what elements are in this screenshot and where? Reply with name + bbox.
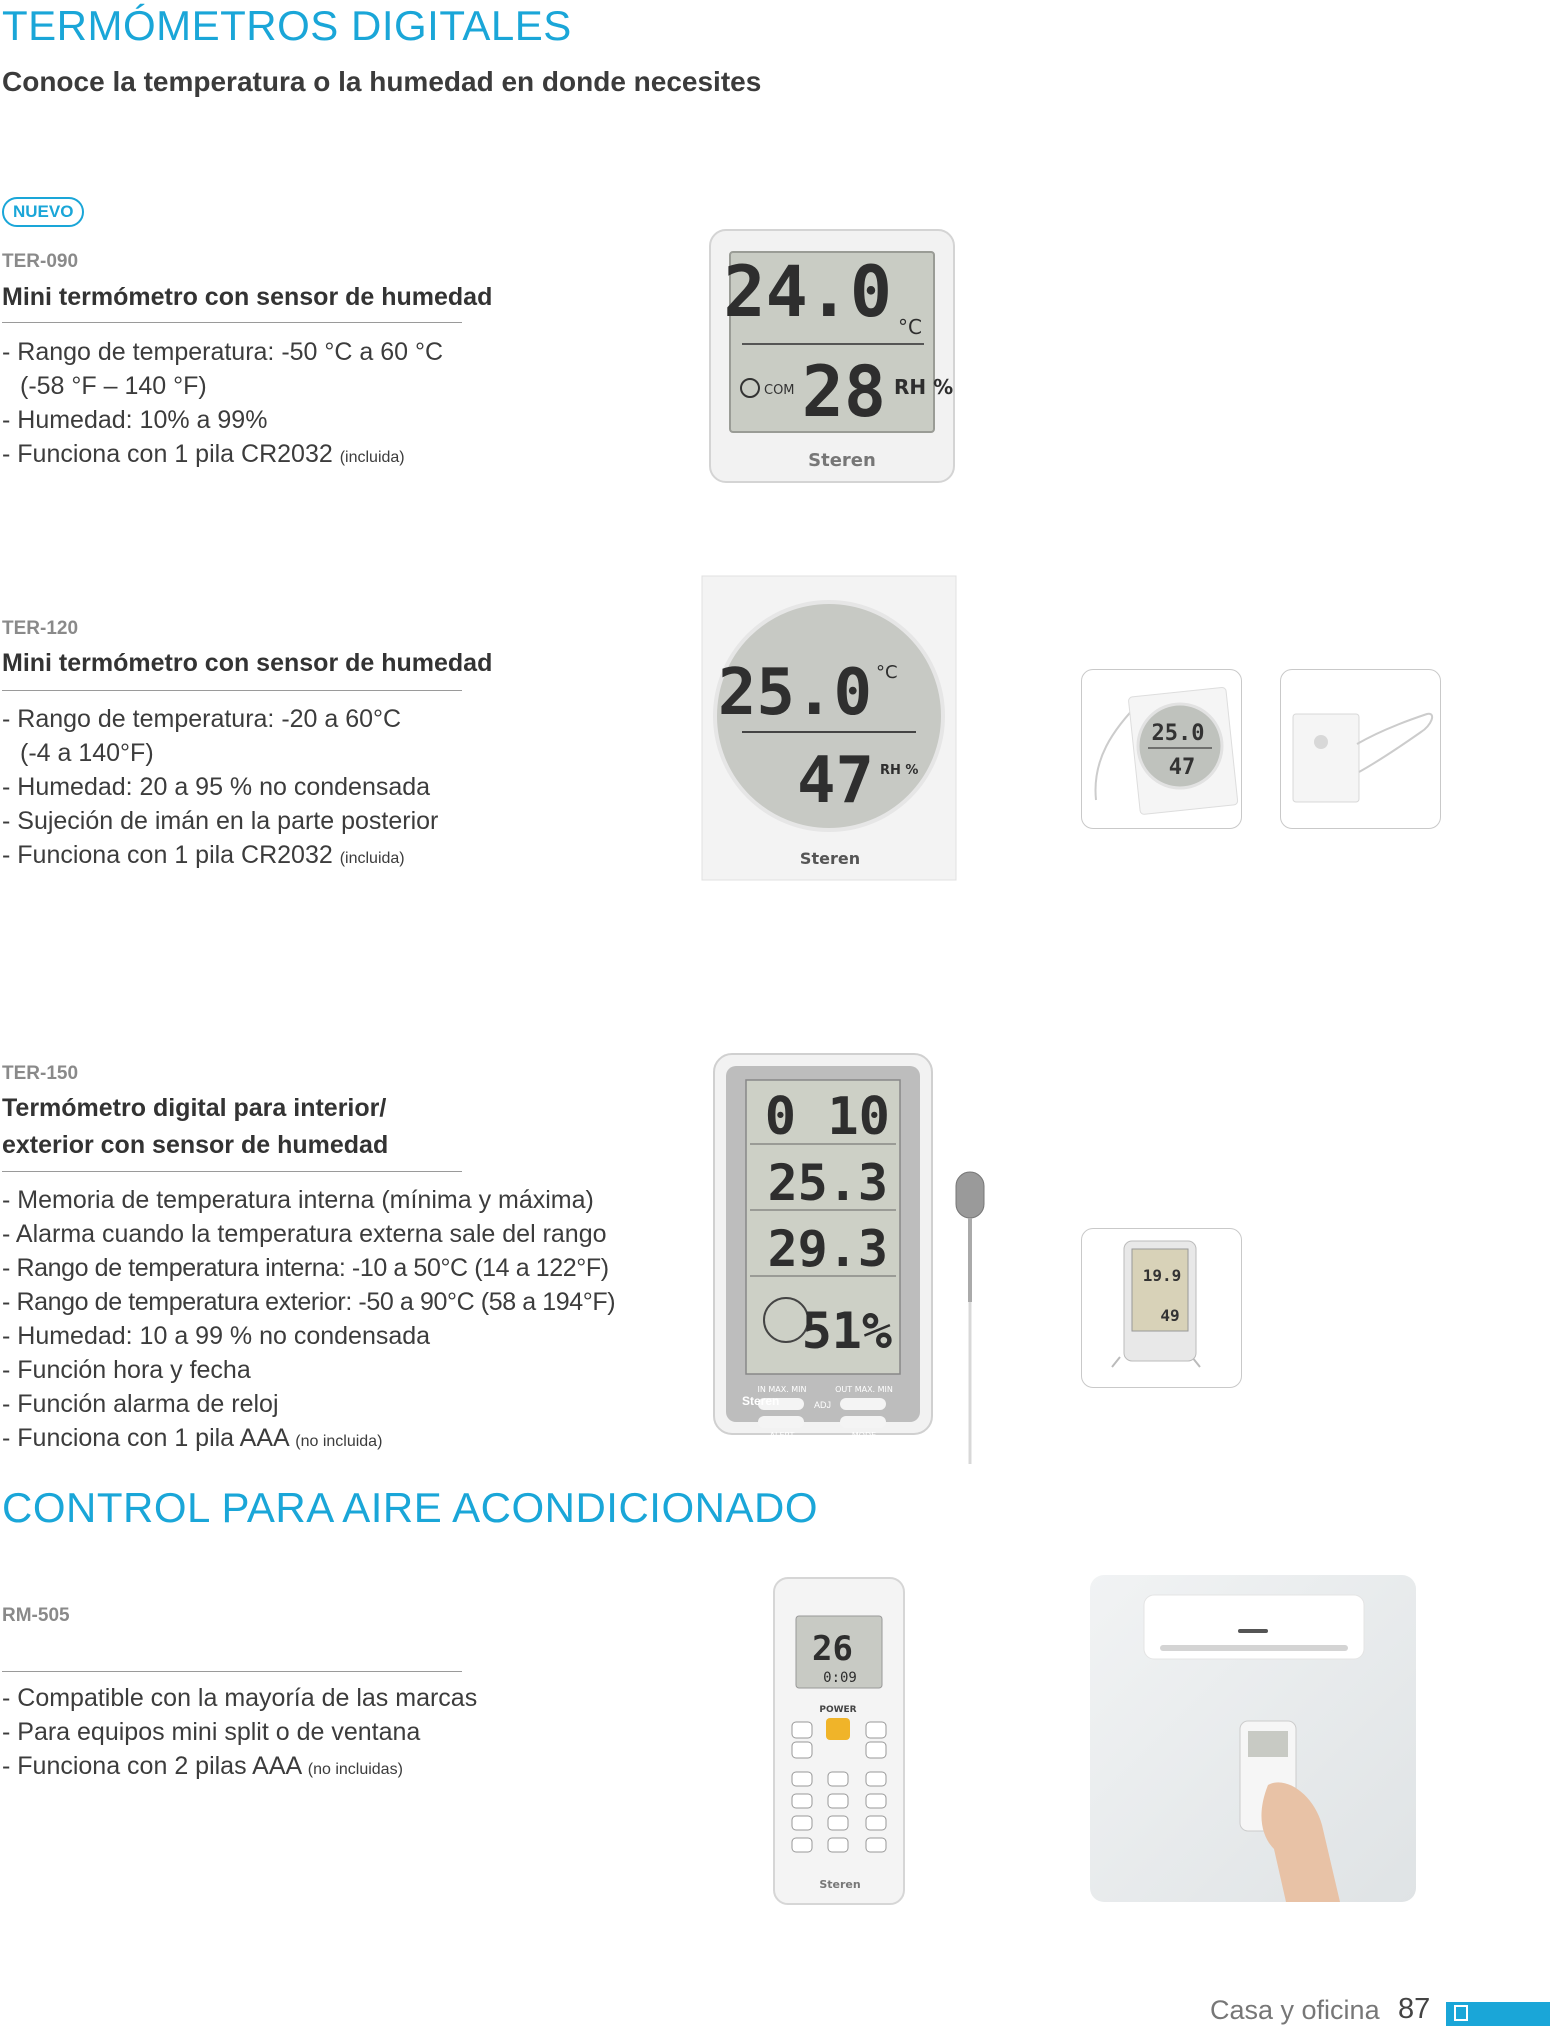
spec-item: - Funciona con 2 pilas AAA (no incluidas) xyxy=(2,1752,403,1780)
spec-list xyxy=(2,335,443,475)
lcd-humidity: 51% xyxy=(801,1302,892,1360)
spec-item: - Memoria de temperatura interna (mínima y máxima) xyxy=(2,1186,594,1214)
spec-item: - Función alarma de reloj xyxy=(2,1390,279,1418)
spec-item: - Compatible con la mayoría de las marcas xyxy=(2,1684,478,1712)
new-badge: NUEVO xyxy=(2,197,84,227)
btn-label-alert: ALERT xyxy=(769,1431,795,1440)
spec-list xyxy=(2,1681,477,1787)
lcd-outdoor-temp: 29.3 xyxy=(767,1220,888,1278)
spec-list xyxy=(2,702,438,876)
svg-text:19.9: 19.9 xyxy=(1142,1266,1182,1285)
product-sku: TER-150 xyxy=(2,1063,79,1084)
lcd-temp-unit: °C xyxy=(898,315,922,339)
btn-label-out: OUT MAX. MIN xyxy=(835,1385,893,1394)
product-title: Mini termómetro con sensor de humedad xyxy=(2,649,493,677)
divider xyxy=(2,690,462,691)
page-number: 87 xyxy=(1398,1993,1431,2025)
lcd-time: 0 10 xyxy=(764,1087,890,1147)
svg-text:47: 47 xyxy=(1168,755,1196,780)
spec-item: - Sujeción de imán en la parte posterior xyxy=(2,807,439,835)
comfort-label: COM xyxy=(764,383,795,398)
lcd-time: 0:09 xyxy=(823,1670,857,1686)
lcd-humidity: 47 xyxy=(796,744,874,818)
brand-logo: Steren xyxy=(808,450,876,471)
spec-item: - Rango de temperatura interna: -10 a 50°C (14 a 122°F) xyxy=(2,1254,609,1282)
spec-item: - Para equipos mini split o de ventana xyxy=(2,1718,421,1746)
lcd-hum-unit: RH % xyxy=(880,763,919,778)
building-icon xyxy=(1454,2005,1468,2021)
page-subtitle: Conoce la temperatura o la humedad en donde necesites xyxy=(2,66,762,97)
divider xyxy=(2,322,462,323)
lcd-hum-unit: RH % xyxy=(894,375,954,399)
power-label: POWER xyxy=(819,1705,857,1715)
lifestyle-image-ac xyxy=(1090,1575,1416,1902)
spec-item: - Funciona con 1 pila CR2032 (incluida) xyxy=(2,841,405,869)
product-thumb-ter150 xyxy=(1081,1228,1242,1388)
product-sku: TER-090 xyxy=(2,251,79,272)
lcd-temperature: 26 xyxy=(812,1629,853,1669)
spec-item: - Humedad: 20 a 95 % no condensada xyxy=(2,773,431,801)
brand-logo: Steren xyxy=(799,849,861,868)
product-title-line2: exterior con sensor de humedad xyxy=(2,1131,389,1159)
out-maxmin-button[interactable] xyxy=(840,1398,886,1410)
product-sku: TER-120 xyxy=(2,618,79,639)
spec-item: - Humedad: 10 a 99 % no condensada xyxy=(2,1322,431,1350)
product-image-ter090 xyxy=(708,228,956,489)
product-image-ter120 xyxy=(700,574,958,887)
lcd-temperature: 24.0 xyxy=(723,251,892,333)
spec-item: - Humedad: 10% a 99% xyxy=(2,406,268,434)
spec-item: - Funciona con 1 pila CR2032 (incluida) xyxy=(2,440,405,468)
brand-logo: Steren xyxy=(819,1878,861,1891)
mode-button[interactable] xyxy=(840,1416,886,1428)
btn-label-in: IN MAX. MIN xyxy=(757,1385,807,1394)
spec-item: - Función hora y fecha xyxy=(2,1356,251,1384)
product-title: Termómetro digital para interior/ xyxy=(2,1094,387,1122)
footer-section-label: Casa y oficina xyxy=(1210,1995,1380,2025)
spec-item: - Rango de temperatura: -20 a 60°C xyxy=(2,705,402,733)
lcd-indoor-temp: 25.3 xyxy=(767,1154,888,1212)
spec-item: - Alarma cuando la temperatura externa sale del rango xyxy=(2,1220,607,1248)
spec-item: - Rango de temperatura exterior: -50 a 90°C (58 a 194°F) xyxy=(2,1288,616,1316)
lcd-temperature: 25.0 xyxy=(717,656,872,730)
product-image-rm505 xyxy=(772,1576,906,1911)
lcd-humidity: 28 xyxy=(801,351,886,433)
spec-item: - Funciona con 1 pila AAA (no incluida) xyxy=(2,1424,383,1452)
product-title: Mini termómetro con sensor de humedad xyxy=(2,283,493,311)
lcd-temp-unit: °C xyxy=(876,662,898,683)
brand-logo: Steren xyxy=(742,1394,780,1408)
section-tab-bar xyxy=(1446,2002,1550,2026)
product-thumb-front xyxy=(1081,669,1242,829)
page-title: TERMÓMETROS DIGITALES xyxy=(2,2,572,49)
divider xyxy=(2,1671,462,1672)
svg-text:25.0: 25.0 xyxy=(1151,721,1205,746)
spec-list xyxy=(2,1183,615,1459)
spec-item: - Rango de temperatura: -50 °C a 60 °C xyxy=(2,338,444,366)
spec-item: (-58 °F – 140 °F) xyxy=(20,372,207,400)
power-button[interactable] xyxy=(826,1718,850,1740)
divider xyxy=(2,1171,462,1172)
adj-button-label: ADJ xyxy=(814,1400,832,1410)
btn-label-mode: MODE xyxy=(851,1431,877,1440)
spec-item: (-4 a 140°F) xyxy=(20,739,154,767)
product-thumb-back xyxy=(1280,669,1441,829)
product-sku: RM-505 xyxy=(2,1605,70,1626)
alert-button[interactable] xyxy=(758,1416,804,1428)
svg-text:49: 49 xyxy=(1160,1306,1180,1325)
section-title-ac-remote: CONTROL PARA AIRE ACONDICIONADO xyxy=(2,1484,818,1531)
